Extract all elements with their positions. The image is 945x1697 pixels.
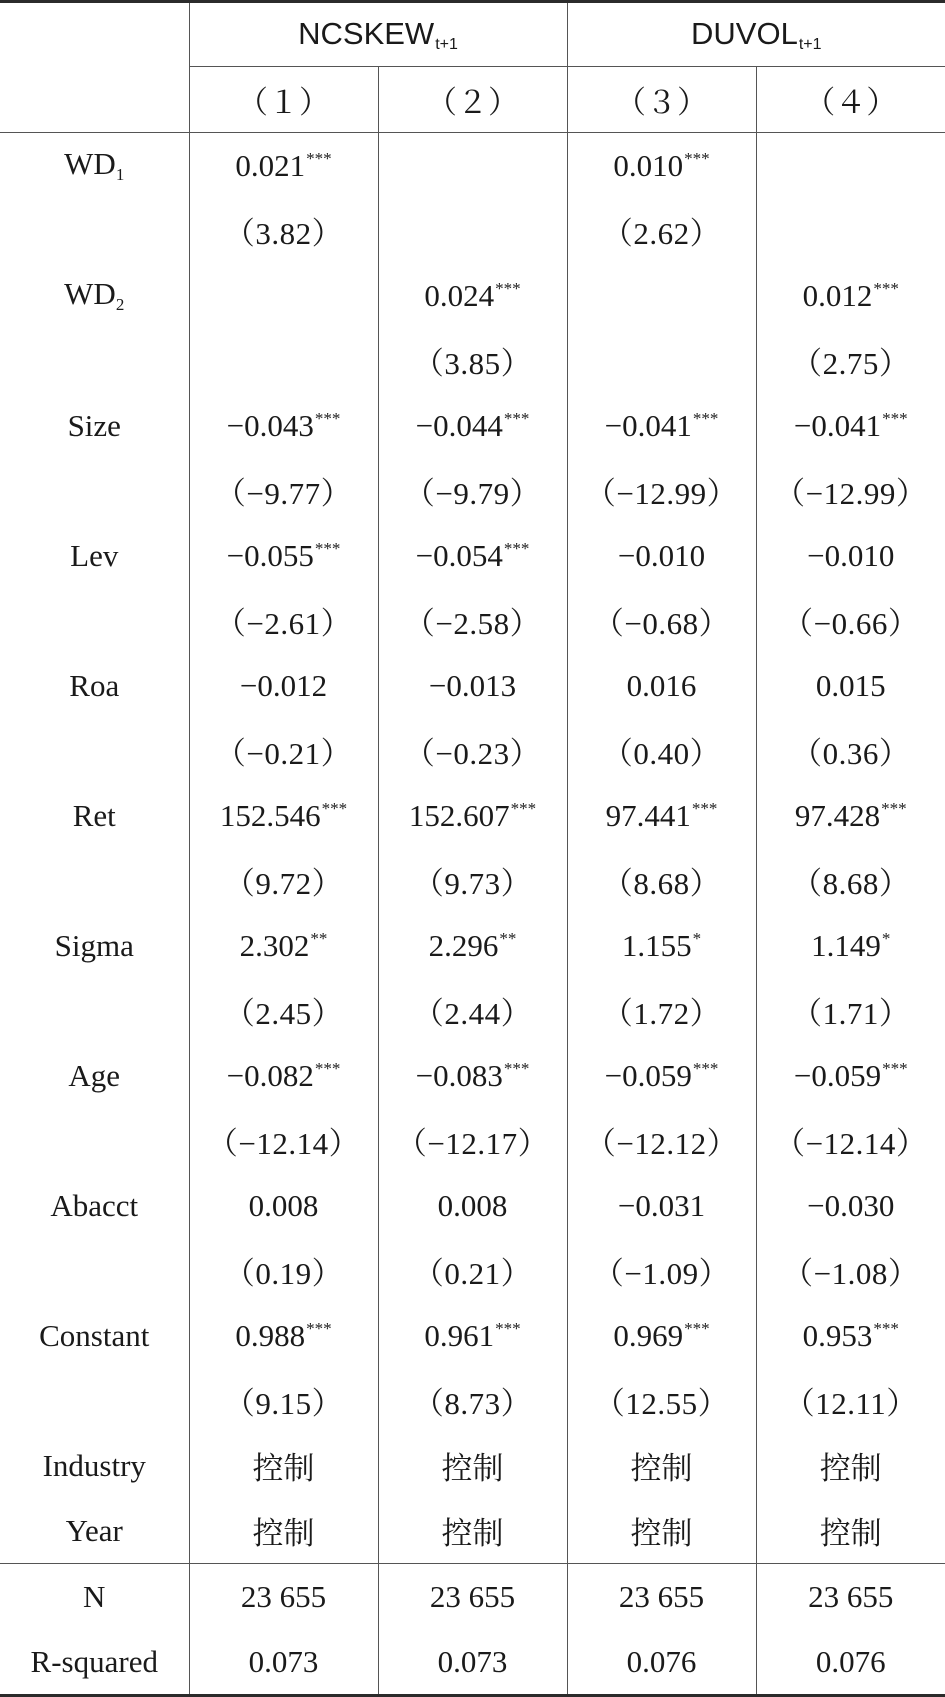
t-stat-cell: （−12.12） — [567, 1108, 756, 1173]
coefficient-value: 0.012 — [802, 277, 873, 313]
coef-row — [0, 783, 945, 848]
t-stat-cell: （1.71） — [756, 978, 945, 1043]
coefficient-cell — [567, 393, 756, 458]
t-stat-cell — [189, 328, 378, 393]
t-stat-cell: （2.62） — [567, 198, 756, 263]
empty-label-cell — [0, 198, 189, 263]
control-row — [0, 1433, 945, 1498]
coefficient-value: −0.054 — [415, 537, 503, 573]
coef-row — [0, 263, 945, 328]
coefficient-value: −0.059 — [793, 1057, 882, 1093]
coefficient-value: −0.010 — [807, 537, 895, 573]
variable-name: Size — [67, 407, 121, 443]
t-stat-row — [0, 978, 945, 1043]
empty-label-cell — [0, 588, 189, 653]
coefficient-value: −0.055 — [226, 537, 314, 573]
coefficient-value: 0.016 — [626, 667, 697, 703]
empty-label-cell — [0, 1368, 189, 1433]
coefficient-value: 152.546 — [219, 797, 321, 833]
coefficient-value: −0.010 — [617, 537, 706, 573]
t-stat-cell: （0.36） — [756, 718, 945, 783]
control-value: 控制 — [378, 1433, 567, 1498]
significance-stars: *** — [306, 148, 332, 168]
significance-stars: ** — [310, 928, 328, 948]
variable-subscript: 2 — [115, 295, 125, 314]
coef-row — [0, 1173, 945, 1238]
t-stat-cell: （0.19） — [189, 1238, 378, 1303]
t-stat-cell: （12.55） — [567, 1368, 756, 1433]
stat-value: 23 655 — [756, 1564, 945, 1630]
coefficient-cell — [189, 1043, 378, 1108]
control-value: 控制 — [756, 1498, 945, 1564]
coefficient-value: 97.428 — [794, 797, 881, 833]
coefficient-cell — [756, 393, 945, 458]
group-header-ncskew — [189, 2, 567, 67]
t-stat-row — [0, 718, 945, 783]
t-stat-cell: （8.68） — [567, 848, 756, 913]
coefficient-value: 2.296 — [428, 927, 499, 963]
t-stat-cell: （−0.21） — [189, 718, 378, 783]
empty-label-cell — [0, 1238, 189, 1303]
significance-stars: *** — [503, 408, 530, 428]
stat-label: R-squared — [0, 1629, 189, 1696]
t-stat-cell: （0.21） — [378, 1238, 567, 1303]
t-stat-cell: （−12.14） — [756, 1108, 945, 1173]
coefficient-cell — [567, 653, 756, 718]
coefficient-cell — [378, 913, 567, 978]
stat-value: 0.076 — [567, 1629, 756, 1696]
coefficient-cell — [756, 1173, 945, 1238]
coefficient-cell — [567, 1043, 756, 1108]
control-value: 控制 — [756, 1433, 945, 1498]
t-stat-cell: （2.44） — [378, 978, 567, 1043]
empty-label-cell — [0, 718, 189, 783]
coefficient-cell — [378, 523, 567, 588]
coefficient-cell — [756, 783, 945, 848]
t-stat-row — [0, 588, 945, 653]
coefficient-value: 0.988 — [235, 1317, 306, 1353]
significance-stars: *** — [314, 1058, 341, 1078]
stat-label: N — [0, 1564, 189, 1630]
t-stat-cell: （0.40） — [567, 718, 756, 783]
coefficient-cell — [756, 523, 945, 588]
stat-value: 23 655 — [189, 1564, 378, 1630]
coefficient-value: 0.969 — [613, 1317, 684, 1353]
coefficient-value: −0.041 — [604, 407, 692, 443]
control-value: 控制 — [189, 1498, 378, 1564]
coefficient-value: −0.044 — [415, 407, 503, 443]
coefficient-value: 0.008 — [248, 1187, 319, 1223]
col-header-1: （１） — [189, 67, 378, 133]
empty-label-cell — [0, 328, 189, 393]
coefficient-cell — [189, 263, 378, 328]
t-stat-row — [0, 848, 945, 913]
significance-stars: *** — [684, 1318, 710, 1338]
group-ncskew-label: NCSKEW — [298, 15, 435, 51]
coefficient-cell — [378, 783, 567, 848]
t-stat-cell: （8.68） — [756, 848, 945, 913]
coefficient-cell — [756, 263, 945, 328]
variable-label — [0, 1173, 189, 1238]
variable-name: Ret — [72, 797, 116, 833]
t-stat-row — [0, 328, 945, 393]
coefficient-cell — [189, 393, 378, 458]
variable-label — [0, 653, 189, 718]
coefficient-value: 0.010 — [613, 147, 684, 183]
t-stat-cell: （2.45） — [189, 978, 378, 1043]
t-stat-cell: （3.85） — [378, 328, 567, 393]
t-stat-cell: （9.72） — [189, 848, 378, 913]
coefficient-cell — [567, 1303, 756, 1368]
coef-row — [0, 653, 945, 718]
significance-stars: * — [692, 928, 702, 948]
coefficient-value: −0.043 — [226, 407, 314, 443]
t-stat-cell: （−12.99） — [756, 458, 945, 523]
coefficient-cell — [756, 1303, 945, 1368]
coefficient-cell — [567, 783, 756, 848]
coef-row — [0, 1043, 945, 1108]
coefficient-value: 97.441 — [605, 797, 691, 833]
coefficient-value: −0.083 — [415, 1057, 503, 1093]
coefficient-cell — [378, 393, 567, 458]
variable-name: Sigma — [54, 927, 134, 963]
coefficient-cell — [189, 133, 378, 199]
t-stat-cell: （8.73） — [378, 1368, 567, 1433]
coefficient-cell — [378, 653, 567, 718]
coefficient-cell — [378, 1173, 567, 1238]
significance-stars: ** — [499, 928, 517, 948]
statistics-rows — [0, 1564, 945, 1696]
coefficient-cell — [756, 133, 945, 199]
t-stat-cell: （−12.17） — [378, 1108, 567, 1173]
coefficient-cell — [567, 913, 756, 978]
t-stat-cell — [378, 198, 567, 263]
t-stat-cell: （−12.14） — [189, 1108, 378, 1173]
t-stat-cell: （2.75） — [756, 328, 945, 393]
t-stat-cell: （−9.79） — [378, 458, 567, 523]
significance-stars: *** — [314, 538, 341, 558]
variable-label — [0, 913, 189, 978]
t-stat-cell: （−9.77） — [189, 458, 378, 523]
header-group-row — [0, 2, 945, 67]
significance-stars: *** — [882, 1058, 908, 1078]
coefficient-cell — [567, 133, 756, 199]
variable-name: Roa — [69, 667, 120, 703]
coefficient-cell — [756, 1043, 945, 1108]
t-stat-row — [0, 1368, 945, 1433]
significance-stars: *** — [684, 148, 710, 168]
col-header-2: （２） — [378, 67, 567, 133]
coefficient-cell — [378, 1043, 567, 1108]
coefficient-cell — [378, 133, 567, 199]
t-stat-cell: （−0.66） — [756, 588, 945, 653]
stat-value: 23 655 — [567, 1564, 756, 1630]
significance-stars: *** — [692, 1058, 719, 1078]
stat-value: 23 655 — [378, 1564, 567, 1630]
t-stat-cell: （−1.09） — [567, 1238, 756, 1303]
variable-label — [0, 393, 189, 458]
variable-name: WD — [64, 276, 116, 311]
significance-stars: *** — [314, 408, 341, 428]
col-header-4: （４） — [756, 67, 945, 133]
group-duvol-label: DUVOL — [691, 15, 798, 51]
significance-stars: *** — [495, 1318, 521, 1338]
coefficient-value: −0.041 — [793, 407, 882, 443]
significance-stars: * — [881, 928, 891, 948]
coefficient-cell — [567, 523, 756, 588]
coefficient-cell — [189, 1173, 378, 1238]
coefficient-cell — [189, 913, 378, 978]
variable-label — [0, 1043, 189, 1108]
stat-value: 0.073 — [378, 1629, 567, 1696]
coefficient-value: −0.013 — [428, 667, 517, 703]
header-number-row — [0, 67, 945, 133]
t-stat-cell — [567, 328, 756, 393]
col-header-3: （３） — [567, 67, 756, 133]
coefficient-cell — [189, 1303, 378, 1368]
corner-cell — [0, 2, 189, 67]
variable-label — [0, 783, 189, 848]
coefficient-value: 0.008 — [437, 1187, 508, 1223]
coefficient-value: −0.031 — [617, 1187, 706, 1223]
coefficient-value: 0.015 — [815, 667, 886, 703]
t-stat-cell: （−2.61） — [189, 588, 378, 653]
t-stat-row — [0, 198, 945, 263]
significance-stars: *** — [503, 538, 530, 558]
coefficient-cell — [567, 263, 756, 328]
group-header-duvol — [567, 2, 945, 67]
t-stat-cell: （12.11） — [756, 1368, 945, 1433]
empty-label-cell — [0, 458, 189, 523]
coefficient-cell — [756, 653, 945, 718]
significance-stars: *** — [503, 1058, 530, 1078]
coefficient-cell — [189, 523, 378, 588]
t-stat-cell — [756, 198, 945, 263]
coefficient-value: −0.082 — [226, 1057, 314, 1093]
coefficient-value: 1.149 — [811, 927, 881, 963]
t-stat-cell: （9.73） — [378, 848, 567, 913]
t-stat-cell: （1.72） — [567, 978, 756, 1043]
coefficient-cell — [189, 653, 378, 718]
t-stat-cell: （9.15） — [189, 1368, 378, 1433]
coefficient-value: −0.030 — [807, 1187, 895, 1223]
significance-stars: *** — [882, 408, 908, 428]
control-label: Year — [65, 1512, 123, 1548]
t-stat-cell: （3.82） — [189, 198, 378, 263]
coefficient-value: 0.024 — [424, 277, 495, 313]
t-stat-cell: （−12.99） — [567, 458, 756, 523]
stat-value: 0.076 — [756, 1629, 945, 1696]
coef-row — [0, 393, 945, 458]
stat-value: 0.073 — [189, 1629, 378, 1696]
significance-stars: *** — [321, 798, 348, 818]
t-stat-row — [0, 1238, 945, 1303]
coef-row — [0, 913, 945, 978]
coefficient-cell — [189, 783, 378, 848]
variable-name: Abacct — [50, 1187, 139, 1223]
group-ncskew-subscript: t+1 — [435, 35, 458, 53]
coefficient-value: 2.302 — [239, 927, 310, 963]
variable-label — [0, 1303, 189, 1368]
coefficient-value: 1.155 — [621, 927, 692, 963]
t-stat-cell: （−0.23） — [378, 718, 567, 783]
variable-name: WD — [64, 146, 116, 181]
coef-row — [0, 133, 945, 199]
coef-row — [0, 1303, 945, 1368]
t-stat-row — [0, 458, 945, 523]
group-duvol-subscript: t+1 — [798, 35, 822, 53]
significance-stars: *** — [306, 1318, 332, 1338]
significance-stars: *** — [495, 278, 521, 298]
coefficient-cell — [567, 1173, 756, 1238]
empty-label-cell — [0, 1108, 189, 1173]
t-stat-cell: （−0.68） — [567, 588, 756, 653]
coefficient-value: −0.012 — [239, 667, 328, 703]
variable-name: Constant — [39, 1317, 150, 1353]
t-stat-cell: （−2.58） — [378, 588, 567, 653]
stat-row — [0, 1629, 945, 1696]
coefficient-cell — [378, 1303, 567, 1368]
significance-stars: *** — [881, 798, 907, 818]
t-stat-cell: （−1.08） — [756, 1238, 945, 1303]
empty-label-cell — [0, 848, 189, 913]
variable-label — [0, 263, 189, 328]
significance-stars: *** — [510, 798, 537, 818]
significance-stars: *** — [873, 278, 899, 298]
control-value: 控制 — [567, 1498, 756, 1564]
coefficient-value: 152.607 — [408, 797, 510, 833]
coefficient-value: 0.961 — [424, 1317, 495, 1353]
control-row — [0, 1498, 945, 1564]
significance-stars: *** — [692, 408, 719, 428]
variable-label — [0, 523, 189, 588]
control-value: 控制 — [567, 1433, 756, 1498]
variable-label — [0, 133, 189, 199]
coefficient-cell — [378, 263, 567, 328]
control-value: 控制 — [189, 1433, 378, 1498]
coefficient-value: 0.021 — [235, 147, 306, 183]
variable-name: Age — [68, 1057, 121, 1093]
corner-cell-lower — [0, 67, 189, 133]
stat-row — [0, 1564, 945, 1630]
control-label: Industry — [42, 1447, 146, 1483]
coef-row — [0, 523, 945, 588]
variable-name: Lev — [70, 537, 119, 573]
coefficient-value: 0.953 — [802, 1317, 873, 1353]
coefficient-rows — [0, 133, 945, 1564]
t-stat-row — [0, 1108, 945, 1173]
coefficient-cell — [756, 913, 945, 978]
significance-stars: *** — [873, 1318, 899, 1338]
significance-stars: *** — [691, 798, 718, 818]
variable-subscript: 1 — [115, 165, 125, 184]
coefficient-value: −0.059 — [604, 1057, 692, 1093]
control-value: 控制 — [378, 1498, 567, 1564]
empty-label-cell — [0, 978, 189, 1043]
